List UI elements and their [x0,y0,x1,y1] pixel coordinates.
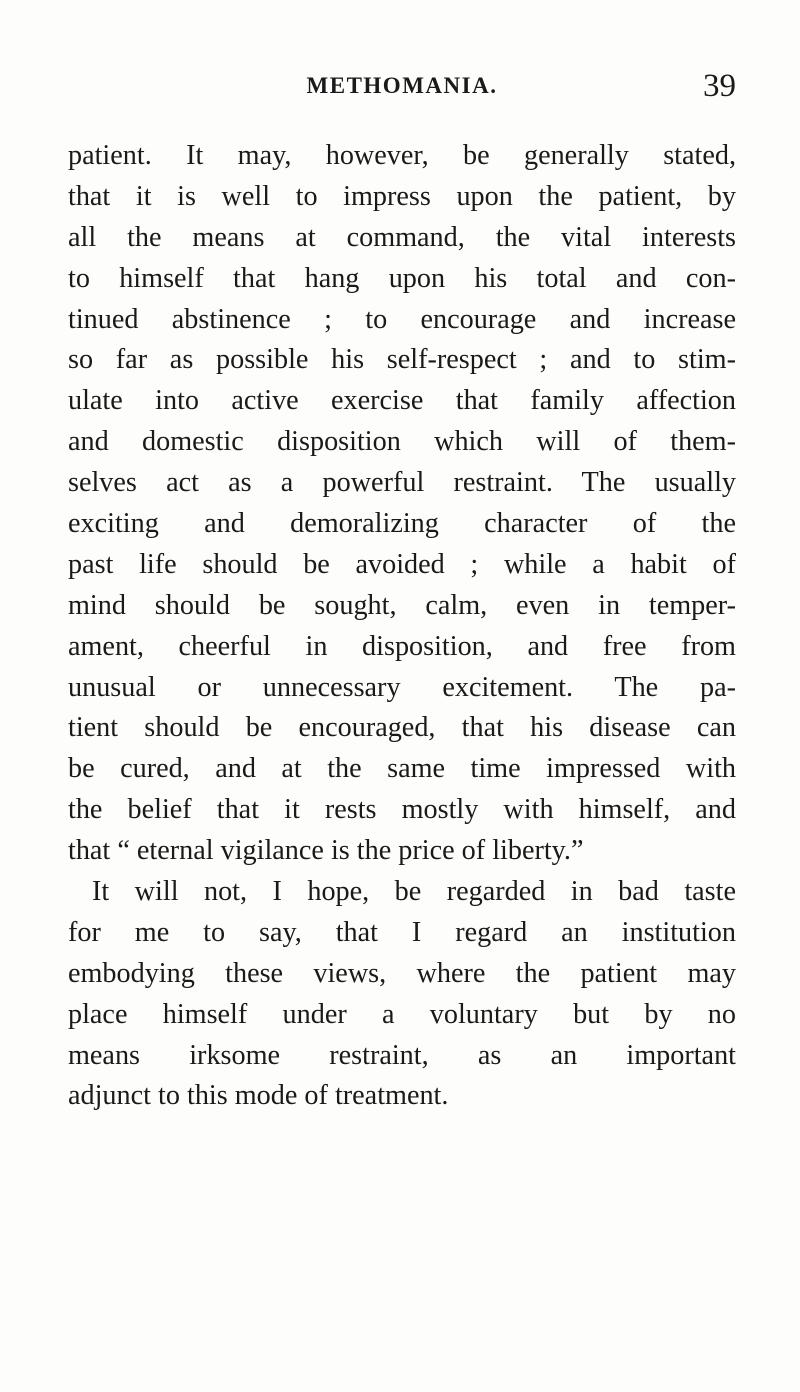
text-line: the belief that it rests mostly with himself, and [68,794,736,826]
text-line: tient should be encouraged, that his disease can [68,712,736,744]
text-line: that it is well to impress upon the patient, by [68,180,736,212]
text-line: adjunct to this mode of treatment. [68,1080,449,1112]
text-line: exciting and demoralizing character of the [68,508,736,540]
body-text [68,136,736,1117]
text-line: ulate into active exercise that family affection [68,385,736,417]
text-line: embodying these views, where the patient may [68,957,736,989]
running-head [68,66,736,106]
text-line: for me to say, that I regard an institution [68,916,736,948]
text-line: and domestic disposition which will of them- [68,426,736,458]
text-line: that “ eternal vigilance is the price of liberty.” [68,835,584,867]
running-title: METHOMANIA. [306,73,498,98]
text-line: past life should be avoided ; while a habit of [68,548,736,580]
text-line: means irksome restraint, as an important [68,1039,736,1071]
text-line: tinued abstinence ; to encourage and increase [68,303,736,335]
text-line: be cured, and at the same time impressed with [68,753,736,785]
text-line: so far as possible his self-respect ; and to stim- [68,344,736,376]
text-line: place himself under a voluntary but by no [68,998,736,1030]
text-line: all the means at command, the vital interests [68,221,736,253]
text-line: patient. It may, however, be generally stated, [68,140,736,171]
text-line: to himself that hang upon his total and con- [68,262,736,294]
text-line: unusual or unnecessary excitement. The pa- [68,671,736,703]
text-line: selves act as a powerful restraint. The usually [68,467,736,499]
text-line: ament, cheerful in disposition, and free from [68,630,736,662]
text-line: mind should be sought, calm, even in temper- [68,589,736,621]
page-number: 39 [703,68,736,104]
paragraph-start-line: It will not, I hope, be regarded in bad taste [92,876,736,908]
